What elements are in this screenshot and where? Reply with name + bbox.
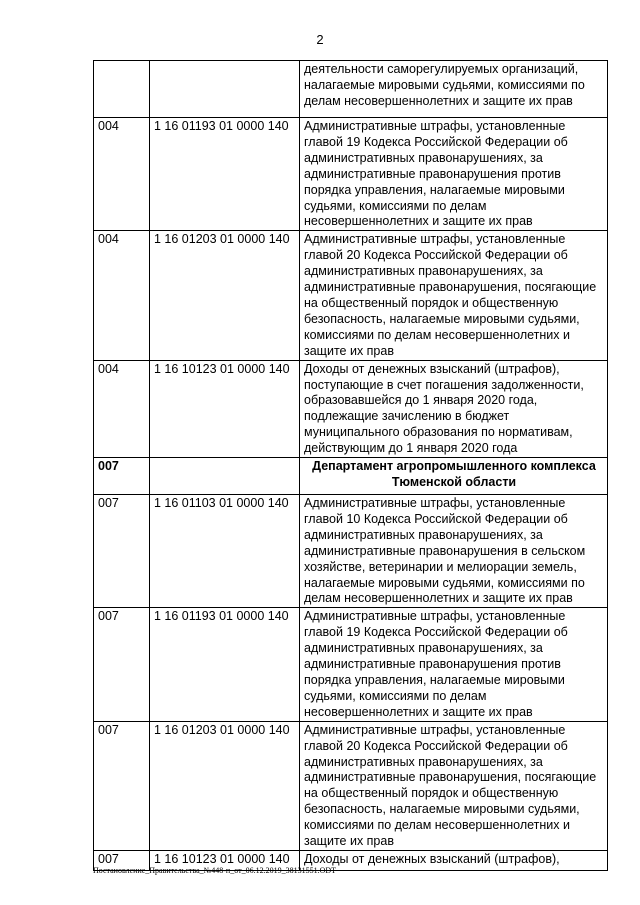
admin-code-cell: 007 — [94, 608, 150, 721]
admin-code-cell: 004 — [94, 360, 150, 457]
budget-code-cell: 1 16 01193 01 0000 140 — [150, 608, 300, 721]
budget-code-cell — [150, 458, 300, 495]
page-number: 2 — [316, 32, 324, 47]
description-cell: Административные штрафы, установленные главой 19 Кодекса Российской Федерации об административных правонарушениях, за административные правонарушения против порядка управления, налагаемые мировыми судьями, комиссиями по делам несовершеннолетних и защите их прав — [300, 608, 608, 721]
description-cell: Административные штрафы, установленные главой 19 Кодекса Российской Федерации об административных правонарушениях, за административные правонарушения против порядка управления, налагаемые мировыми судьями, комиссиями по делам несовершеннолетних и защите их прав — [300, 118, 608, 231]
admin-code-cell: 007 — [94, 721, 150, 850]
budget-code-cell: 1 16 10123 01 0000 140 — [150, 360, 300, 457]
description-cell: Доходы от денежных взысканий (штрафов), — [300, 850, 608, 870]
table-row — [94, 608, 608, 721]
budget-code-cell: 1 16 01203 01 0000 140 — [150, 231, 300, 360]
admin-code-cell: 004 — [94, 231, 150, 360]
budget-code-cell: 1 16 01193 01 0000 140 — [150, 118, 300, 231]
description-cell: Доходы от денежных взысканий (штрафов), поступающие в счет погашения задолженности, образовавшейся до 1 января 2020 года, подлежащие зачислению в бюджет муниципального образования по нормативам, действующим до 1 января 2020 года — [300, 360, 608, 457]
budget-code-cell: 1 16 01103 01 0000 140 — [150, 495, 300, 608]
revenue-codes-table — [93, 60, 608, 871]
budget-code-cell: 1 16 10123 01 0000 140 — [150, 850, 300, 870]
table-row — [94, 231, 608, 360]
admin-code-cell: 007 — [94, 850, 150, 870]
table-row — [94, 61, 608, 118]
budget-code-cell — [150, 61, 300, 118]
admin-code-cell: 004 — [94, 118, 150, 231]
table-row — [94, 360, 608, 457]
admin-code-cell: 007 — [94, 458, 150, 495]
description-cell: деятельности саморегулируемых организаций, налагаемые мировыми судьями, комиссиями по делам несовершеннолетних и защите их прав — [300, 61, 608, 118]
department-header-row — [94, 458, 608, 495]
description-cell: Административные штрафы, установленные главой 10 Кодекса Российской Федерации об административных правонарушениях, за административные правонарушения в сельском хозяйстве, ветеринарии и мелиорации земель, налагаемые мировыми судьями, комиссиями по делам несовершеннолетних и защите их прав — [300, 495, 608, 608]
table-row — [94, 118, 608, 231]
admin-code-cell: 007 — [94, 495, 150, 608]
table-row — [94, 495, 608, 608]
budget-code-cell: 1 16 01203 01 0000 140 — [150, 721, 300, 850]
table-row — [94, 721, 608, 850]
description-cell: Административные штрафы, установленные главой 20 Кодекса Российской Федерации об административных правонарушениях, за административные правонарушения, посягающие на общественный порядок и общественную безопасность, налагаемые мировыми судьями, комиссиями по делам несовершеннолетних и защите их прав — [300, 721, 608, 850]
description-cell: Административные штрафы, установленные главой 20 Кодекса Российской Федерации об административных правонарушениях, за административные правонарушения, посягающие на общественный порядок и общественную безопасность, налагаемые мировыми судьями, комиссиями по делам несовершеннолетних и защите их прав — [300, 231, 608, 360]
document-footer: Постановление_Правительства_№448-п_от_06.12.2019_38131551.ODT — [93, 866, 337, 875]
admin-code-cell — [94, 61, 150, 118]
department-name-cell: Департамент агропромышленного комплекса Тюменской области — [300, 458, 608, 495]
